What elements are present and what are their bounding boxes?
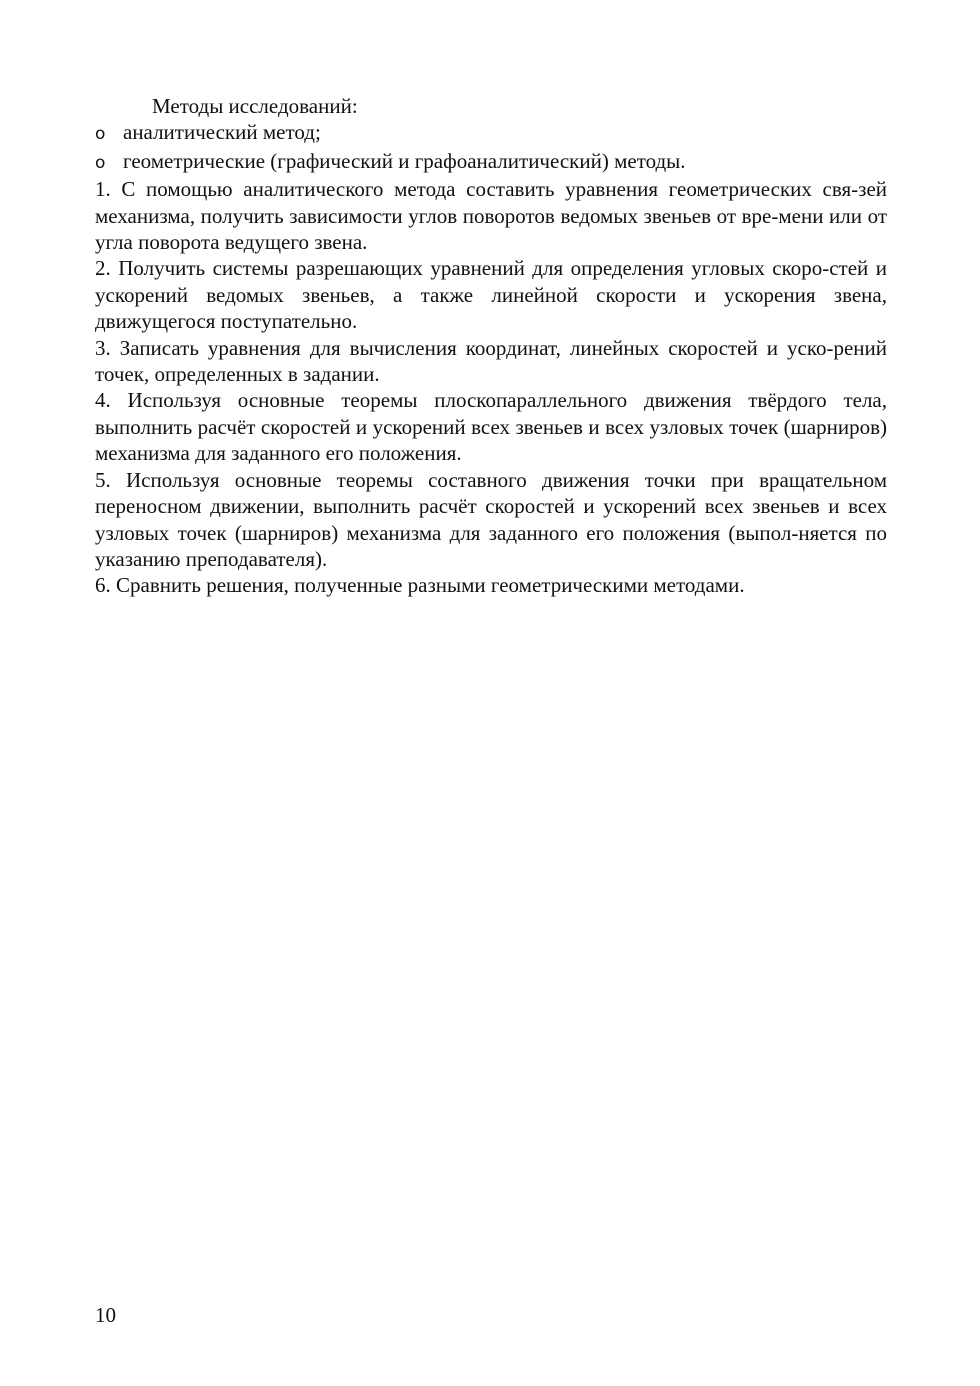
section-heading: Методы исследований: — [152, 94, 358, 118]
step-1: 1. С помощью аналитического метода составить уравнения геометрических свя-зей механизма, получить зависимости углов поворотов ведомых звеньев от вре-мени или от угла поворота ведущего звена. — [95, 177, 887, 255]
step-3: 3. Записать уравнения для вычисления координат, линейных скоростей и уско-рений точек, определенных в задании. — [95, 335, 887, 387]
bullet-circle-icon: o — [95, 124, 106, 145]
method-text: геометрические (графический и графоаналитический) методы. — [123, 148, 686, 173]
methods-list — [95, 119, 887, 176]
page-number: 10 — [95, 1303, 116, 1327]
step-2: 2. Получить системы разрешающих уравнений для определения угловых скоро-стей и ускорений ведомых звеньев, а также линейной скорости и ускорения звена, движущегося поступательно. — [95, 256, 887, 334]
step-6: 6. Сравнить решения, полученные разными геометрическими методами. — [95, 573, 745, 598]
steps-list — [95, 176, 887, 599]
method-item — [95, 119, 887, 147]
step-4: 4. Используя основные теоремы плоскопараллельного движения твёрдого тела, выполнить расчёт скоростей и ускорений всех звеньев и всех узловых точек (шарниров) механизма для заданного его положения. — [95, 388, 887, 466]
method-text: аналитический метод; — [123, 120, 321, 145]
step-5: 5. Используя основные теоремы составного движения точки при вращательном переносном движении, выполнить расчёт скоростей и ускорений всех звеньев и всех узловых точек (шарниров) механизма для заданного его положения (выпол-няется по указанию преподавателя). — [95, 467, 887, 571]
bullet-circle-icon: o — [95, 152, 106, 173]
method-item — [95, 148, 887, 176]
page-content — [95, 93, 887, 599]
